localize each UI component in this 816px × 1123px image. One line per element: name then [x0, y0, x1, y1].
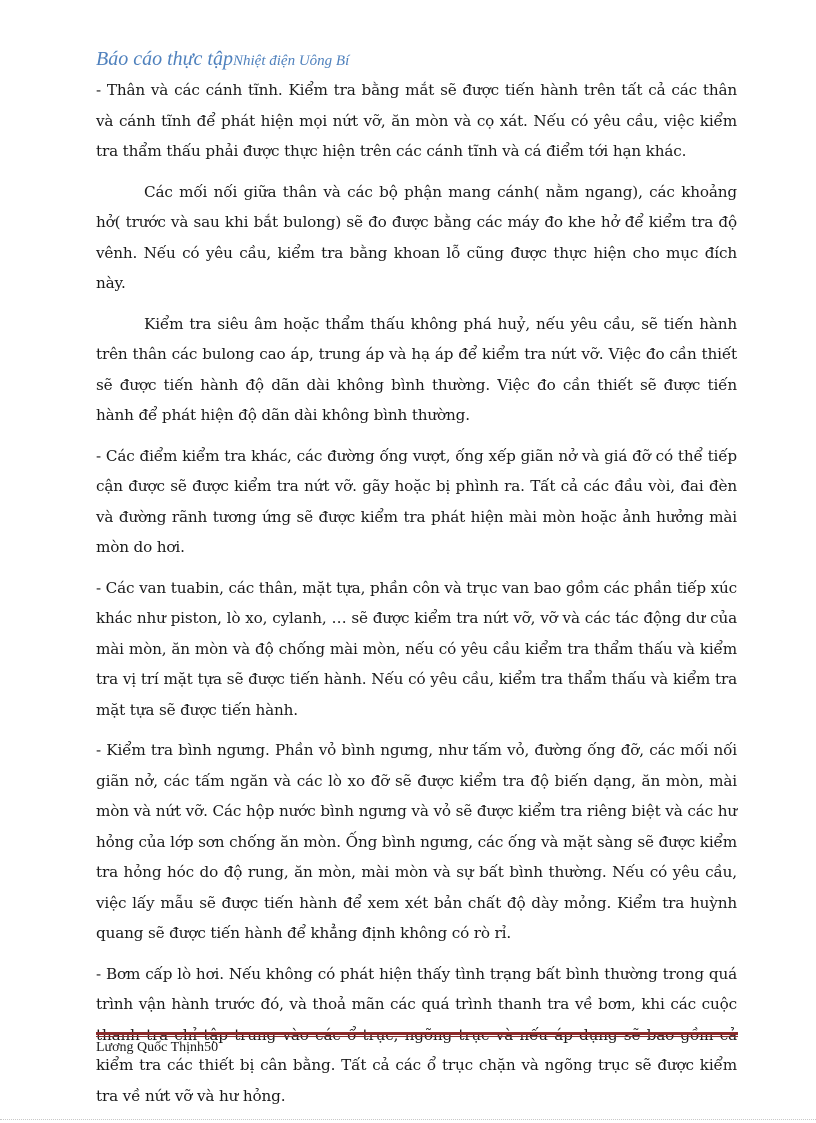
page-edge-divider: [0, 1119, 816, 1120]
header-title: Báo cáo thực tập: [96, 48, 233, 70]
footer-author: Lương Quốc Thịnh: [96, 1040, 205, 1055]
document-body: [96, 75, 737, 1121]
paragraph-condenser: - Kiểm tra bình ngưng. Phần vỏ bình ngưng, như tấm vỏ, đường ống đỡ, các mối nối giãn nở, các tấm ngăn và các lò xo đỡ sẽ được kiểm tra độ biến dạng, ăn mòn, mài mòn và nứt vỡ. Các hộp nước bình ngưng và vỏ sẽ được kiểm tra riêng biệt và các hư hỏng của lớp sơn chống ăn mòn. Ống bình ngưng, các ống và mặt sàng sẽ được kiểm tra hỏng hóc do độ rung, ăn mòn, mài mòn và sự bất bình thường. Nếu có yêu cầu, việc lấy mẫu sẽ được tiến hành để xem xét bản chất độ dày mỏng. Kiểm tra huỳnh quang sẽ được tiến hành để khẳng định không có rò rỉ.: [96, 741, 737, 942]
header-subtitle: Nhiệt điện Uông Bí: [233, 53, 350, 69]
paragraph-joints-clearance: Các mối nối giữa thân và các bộ phận mang cánh( nằm ngang), các khoảng hở( trước và sau khi bắt bulong) sẽ đo được bằng các máy đo khe hở để kiểm tra độ vênh. Nếu có yêu cầu, kiểm tra bằng khoan lỗ cũng được thực hiện cho mục đích này.: [96, 182, 737, 292]
footer-page-number: 50: [204, 1040, 219, 1055]
paragraph-other-points: - Các điểm kiểm tra khác, các đường ống vượt, ống xếp giãn nở và giá đỡ có thể tiếp cận được sẽ được kiểm tra nứt vỡ. gãy hoặc bị phình ra. Tất cả các đầu vòi, đai đèn và đường rãnh tương ứng sẽ được kiểm tra phát hiện mài mòn hoặc ảnh hưởng mài mòn do hơi.: [96, 446, 737, 556]
footer-divider: [96, 1032, 738, 1037]
paragraph-stator-blades: - Thân và các cánh tĩnh. Kiểm tra bằng mắt sẽ được tiến hành trên tất cả các thân và cánh tĩnh để phát hiện mọi nứt vỡ, ăn mòn và cọ xát. Nếu có yêu cầu, việc kiểm tra thẩm thấu phải được thực hiện trên các cánh tĩnh và cá điểm tới hạn khác.: [96, 81, 737, 160]
paragraph-turbine-valves: - Các van tuabin, các thân, mặt tựa, phần côn và trục van bao gồm các phần tiếp xúc khác như piston, lò xo, cylanh, … sẽ được kiểm tra nứt vỡ, vỡ và các tác động dư của mài mòn, ăn mòn và độ chống mài mòn, nếu có yêu cầu kiểm tra thẩm thấu và kiểm tra vị trí mặt tựa sẽ được tiến hành. Nếu có yêu cầu, kiểm tra thẩm thấu và kiểm tra mặt tựa sẽ được tiến hành.: [96, 578, 737, 719]
paragraph-feed-pump: - Bơm cấp lò hơi. Nếu không có phát hiện thấy tình trạng bất bình thường trong quá trình vận hành trước đó, và thoả mãn các quá trình thanh tra về bơm, khi các cuộc thanh tra chỉ tập trung vào các ổ trục, ngõng trục và nếu áp dụng sẽ bao gồm cả kiểm tra các thiết bị cân bằng. Tất cả các ổ trục chặn và ngõng trục sẽ được kiểm tra về nứt vỡ và hư hỏng.: [96, 964, 737, 1105]
paragraph-ultrasonic-test: Kiểm tra siêu âm hoặc thẩm thấu không phá huỷ, nếu yêu cầu, sẽ tiến hành trên thân các bulong cao áp, trung áp và hạ áp để kiểm tra nứt vỡ. Việc đo cần thiết sẽ được tiến hành độ dãn dài không bình thường. Việc đo cần thiết sẽ được tiến hành để phát hiện độ dãn dài không bình thường.: [96, 314, 737, 424]
page-footer: [96, 1040, 218, 1056]
page-header: [96, 48, 741, 71]
